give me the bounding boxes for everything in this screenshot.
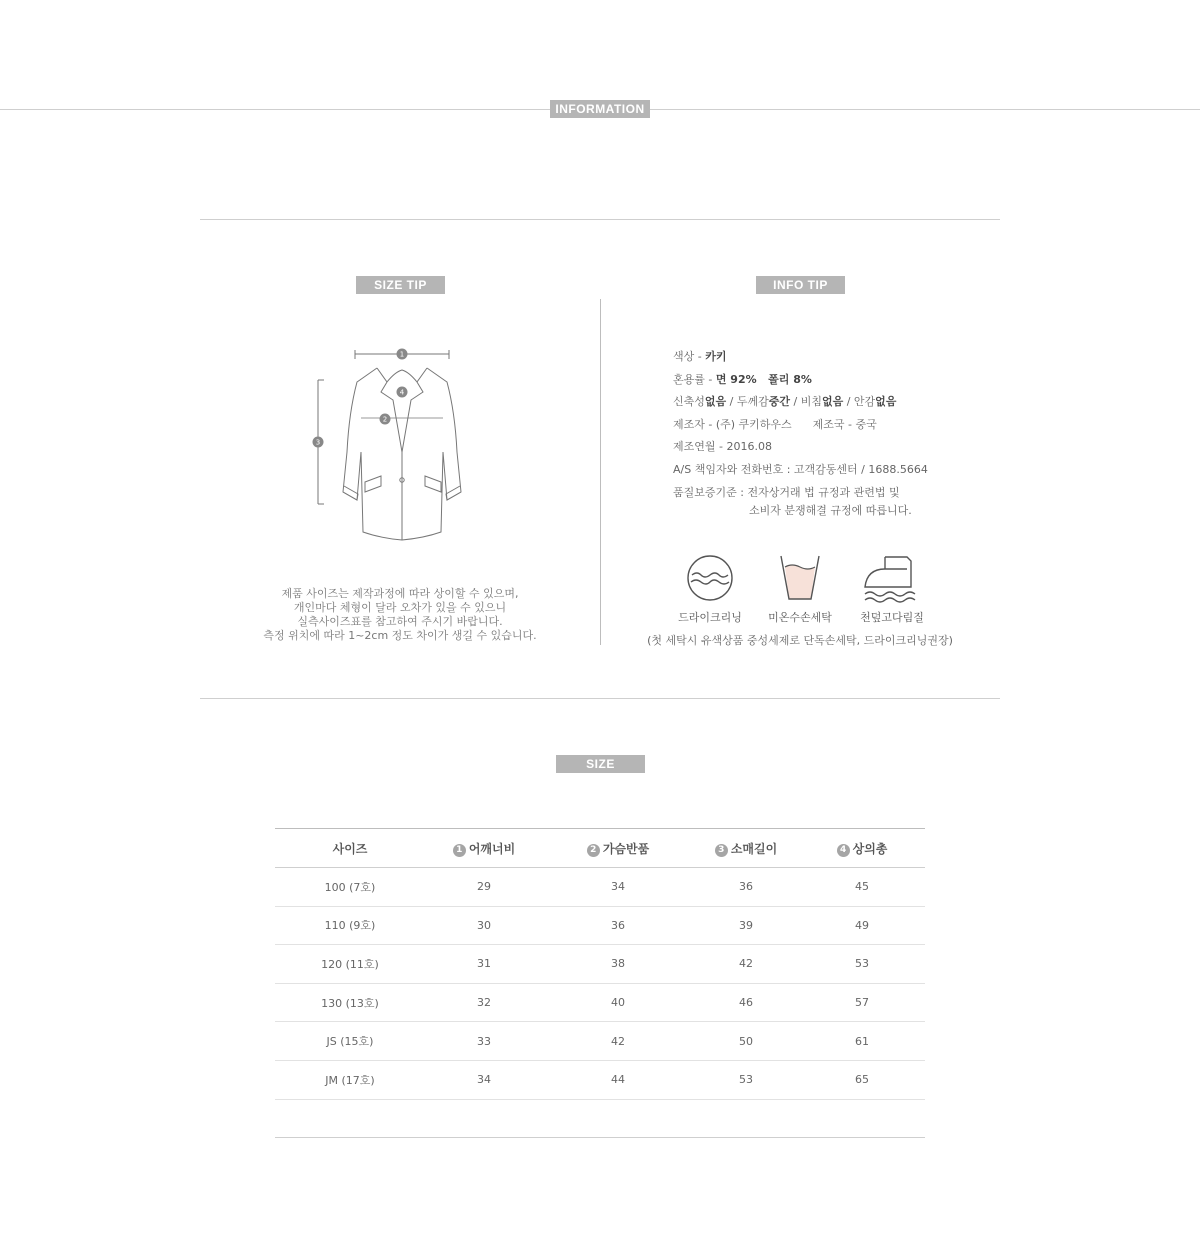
header-label: 가슴반품 xyxy=(602,841,650,856)
dry-clean-label: 드라이크리닝 xyxy=(678,611,742,624)
value-cell: 57 xyxy=(799,983,925,1022)
size-cell: 110 (9호) xyxy=(275,906,425,945)
value-cell: 42 xyxy=(693,945,799,984)
value-cell: 49 xyxy=(799,906,925,945)
information-tag: INFORMATION xyxy=(550,100,650,118)
marker-2-text: 2 xyxy=(382,415,388,424)
value-cell: 39 xyxy=(693,906,799,945)
table-row xyxy=(275,983,925,1022)
value-cell: 45 xyxy=(799,868,925,907)
size-note-line: 실측사이즈표를 참고하여 주시기 바랍니다. xyxy=(297,615,503,628)
size-note-line: 측정 위치에 따라 1~2cm 정도 차이가 생길 수 있습니다. xyxy=(263,629,537,642)
sheer-value: 없음 xyxy=(821,395,844,409)
column-divider xyxy=(600,299,601,645)
size-cell xyxy=(275,1099,425,1138)
table-row xyxy=(275,1022,925,1061)
number-badge-3: 3 xyxy=(715,844,728,857)
lukewarm-hand-wash-icon xyxy=(779,553,821,603)
value-cell xyxy=(693,1099,799,1138)
stretch-value: 없음 xyxy=(704,395,727,409)
header-label: 사이즈 xyxy=(332,841,368,856)
value-cell: 65 xyxy=(799,1060,925,1099)
number-badge-2: 2 xyxy=(587,844,600,857)
info-tip-tag: INFO TIP xyxy=(756,276,845,294)
lining-value: 없음 xyxy=(875,395,897,409)
maker-row: 제조자 - (주) 쿠키하우스 제조국 - 중국 xyxy=(673,417,877,431)
value-cell: 32 xyxy=(425,983,543,1022)
size-cell: JS (15호) xyxy=(275,1022,425,1061)
size-note-line: 제품 사이즈는 제작과정에 따라 상이할 수 있으며, xyxy=(281,587,519,600)
value-cell: 61 xyxy=(799,1022,925,1061)
size-cell: JM (17호) xyxy=(275,1060,425,1099)
value-cell xyxy=(425,1099,543,1138)
header-label: 소매길이 xyxy=(730,841,778,856)
value-cell: 53 xyxy=(799,945,925,984)
size-note-line: 개인마다 체형이 달라 오차가 있을 수 있으니 xyxy=(293,601,507,614)
header-label: 어깨너비 xyxy=(468,841,516,856)
value-cell: 50 xyxy=(693,1022,799,1061)
size-note xyxy=(230,587,570,643)
hand-wash-label: 미온수손세탁 xyxy=(768,611,832,624)
color-value: 카키 xyxy=(705,350,727,363)
value-cell: 36 xyxy=(543,906,693,945)
blend-label: 혼용률 - xyxy=(673,372,716,386)
table-row xyxy=(275,945,925,984)
iron-label: 천덮고다림질 xyxy=(860,611,924,624)
fabric-row xyxy=(673,394,993,417)
warranty-row: 품질보증기준 : 전자상거래 법 규정과 관련법 및 xyxy=(673,485,900,499)
color-label: 색상 - xyxy=(673,350,706,363)
color-row xyxy=(673,349,993,372)
size-tag: SIZE xyxy=(556,755,645,773)
table-row xyxy=(275,906,925,945)
header-label: 상의총 xyxy=(852,841,888,856)
section-divider-bottom xyxy=(200,698,1000,699)
size-cell: 100 (7호) xyxy=(275,868,425,907)
date-row: 제조연월 - 2016.08 xyxy=(673,440,772,454)
value-cell: 44 xyxy=(543,1060,693,1099)
size-tip-tag: SIZE TIP xyxy=(356,276,445,294)
table-row xyxy=(275,1060,925,1099)
thickness-label: / 두께감 xyxy=(726,395,769,409)
number-badge-1: 1 xyxy=(453,844,466,857)
blend-row xyxy=(673,372,993,395)
value-cell: 31 xyxy=(425,945,543,984)
header-sleeve xyxy=(693,829,799,868)
number-badge-4: 4 xyxy=(837,844,850,857)
warranty-row-cont: 소비자 분쟁해결 규정에 따릅니다. xyxy=(749,504,912,518)
value-cell: 46 xyxy=(693,983,799,1022)
size-table-header xyxy=(275,829,925,868)
header-shoulder xyxy=(425,829,543,868)
header-chest xyxy=(543,829,693,868)
cloth-iron-icon xyxy=(863,553,917,603)
info-list xyxy=(673,349,993,526)
jacket-diagram xyxy=(305,342,485,547)
value-cell xyxy=(799,1099,925,1138)
value-cell: 29 xyxy=(425,868,543,907)
size-cell: 120 (11호) xyxy=(275,945,425,984)
value-cell xyxy=(543,1099,693,1138)
value-cell: 53 xyxy=(693,1060,799,1099)
table-row xyxy=(275,868,925,907)
size-cell: 130 (13호) xyxy=(275,983,425,1022)
value-cell: 30 xyxy=(425,906,543,945)
value-cell: 34 xyxy=(543,868,693,907)
header-length xyxy=(799,829,925,868)
size-table xyxy=(275,828,925,1138)
table-row-empty xyxy=(275,1099,925,1138)
dry-clean-icon xyxy=(686,553,734,603)
marker-4-text: 4 xyxy=(399,388,405,397)
blend-value: 면 92% 폴리 8% xyxy=(715,372,812,386)
section-divider-top xyxy=(200,219,1000,220)
marker-3-text: 3 xyxy=(315,438,321,447)
value-cell: 38 xyxy=(543,945,693,984)
value-cell: 33 xyxy=(425,1022,543,1061)
stretch-label: 신축성 xyxy=(673,395,705,409)
value-cell: 36 xyxy=(693,868,799,907)
value-cell: 40 xyxy=(543,983,693,1022)
sheer-label: / 비침 xyxy=(790,395,822,409)
lining-label: / 안감 xyxy=(843,395,876,409)
thickness-value: 중간 xyxy=(768,395,790,409)
marker-1-text: 1 xyxy=(399,350,405,359)
as-row: A/S 책임자와 전화번호 : 고객감동센터 / 1688.5664 xyxy=(673,462,928,476)
care-note: (첫 세탁시 유색상품 중성세제로 단독손세탁, 드라이크리닝권장) xyxy=(647,634,953,647)
header-size xyxy=(275,829,425,868)
value-cell: 42 xyxy=(543,1022,693,1061)
value-cell: 34 xyxy=(425,1060,543,1099)
